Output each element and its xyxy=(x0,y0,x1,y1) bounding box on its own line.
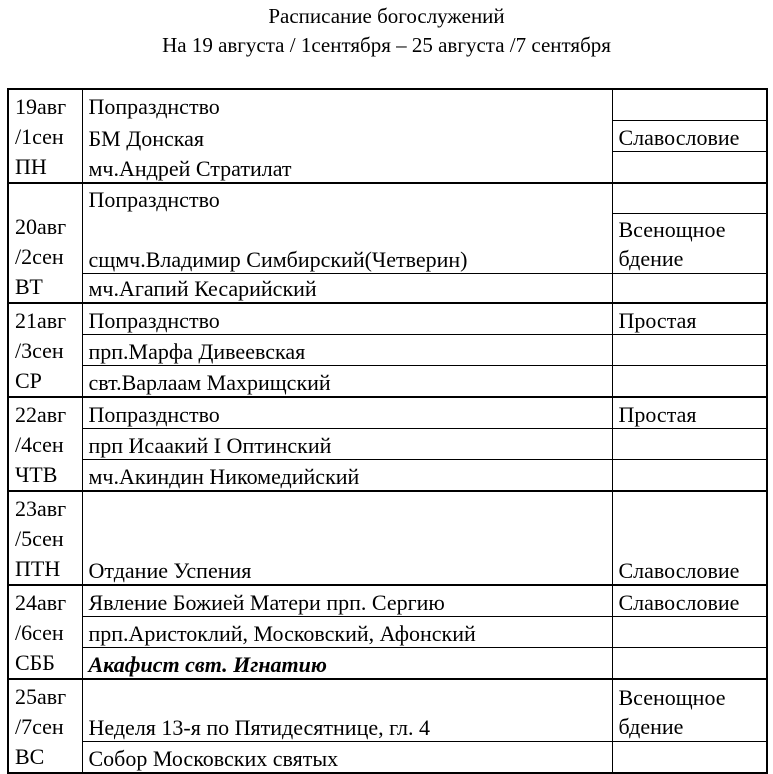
day-date: 24авг /6сен СББ xyxy=(8,585,82,679)
service-cell xyxy=(612,460,767,491)
service-cell xyxy=(612,152,767,183)
service-cell: Простая xyxy=(612,303,767,334)
feast-cell: Попразднство xyxy=(82,183,612,213)
feast-cell-akathist: Акафист свт. Игнатию xyxy=(82,648,612,679)
service-cell xyxy=(612,273,767,303)
service-cell: Всенощное бдение xyxy=(612,213,767,273)
day-date: 25авг /7сен ВС xyxy=(8,679,82,773)
feast-cell: Попразднство xyxy=(82,397,612,428)
feast-cell: прп Исаакий I Оптинский xyxy=(82,428,612,459)
service-cell xyxy=(612,616,767,647)
service-cell xyxy=(612,183,767,213)
feast-cell: Явление Божией Матери прп. Сергию xyxy=(82,585,612,616)
day-date: 21авг /3сен СР xyxy=(8,303,82,397)
feast-cell: Неделя 13-я по Пятидесятнице, гл. 4 xyxy=(82,679,612,742)
feast-cell: сщмч.Владимир Симбирский(Четверин) xyxy=(82,213,612,273)
feast-cell: Попразднство xyxy=(82,303,612,334)
service-cell xyxy=(612,334,767,365)
feast-cell: Попразднство xyxy=(82,89,612,120)
service-cell xyxy=(612,648,767,679)
day-date: 23авг /5сен ПТН xyxy=(8,491,82,585)
page-subtitle: На 19 августа / 1сентября – 25 августа /7 сентября xyxy=(162,33,611,57)
feast-cell: свт.Варлаам Махрищский xyxy=(82,366,612,397)
feast-cell: прп.Аристоклий, Московский, Афонский xyxy=(82,616,612,647)
service-cell xyxy=(612,428,767,459)
service-cell xyxy=(612,89,767,120)
service-cell: Славословие xyxy=(612,120,767,151)
service-cell: Всенощное бдение xyxy=(612,679,767,742)
service-cell: Простая xyxy=(612,397,767,428)
feast-cell: прп.Марфа Дивеевская xyxy=(82,334,612,365)
day-date: 20авг /2сен ВТ xyxy=(8,183,82,303)
day-date: 22авг /4сен ЧТВ xyxy=(8,397,82,491)
page-title: Расписание богослужений xyxy=(268,4,505,28)
feast-cell: Отдание Успения xyxy=(82,491,612,585)
service-cell: Славословие xyxy=(612,491,767,585)
feast-cell: мч.Агапий Кесарийский xyxy=(82,273,612,303)
feast-cell: Собор Московских святых xyxy=(82,742,612,773)
day-date: 19авг /1сен ПН xyxy=(8,89,82,183)
feast-cell: мч.Андрей Стратилат xyxy=(82,152,612,183)
feast-cell: мч.Акиндин Никомедийский xyxy=(82,460,612,491)
service-cell: Славословие xyxy=(612,585,767,616)
service-cell xyxy=(612,742,767,773)
service-cell xyxy=(612,366,767,397)
schedule-table xyxy=(7,88,768,774)
feast-cell: БМ Донская xyxy=(82,120,612,151)
